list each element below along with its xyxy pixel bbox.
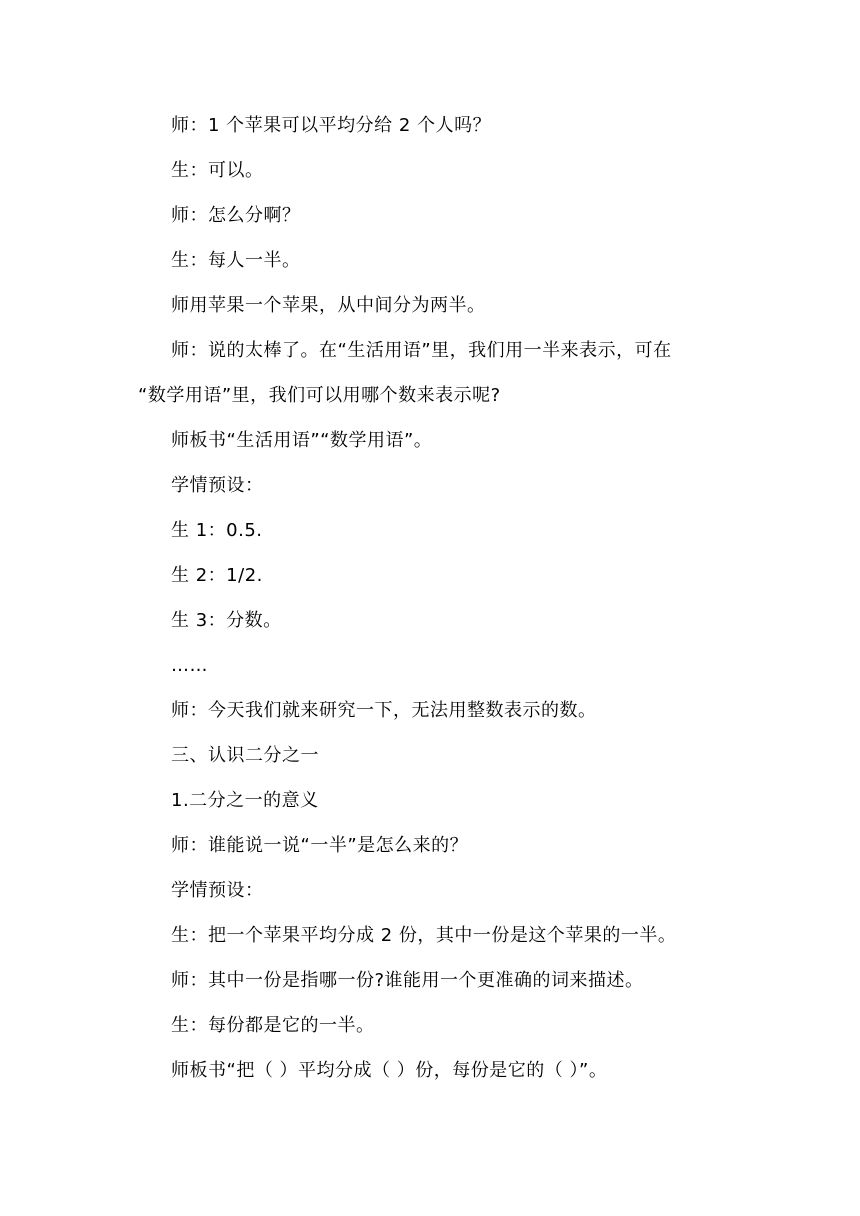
paragraph-line: 师：1 个苹果可以平均分给 2 个人吗？ (171, 115, 492, 136)
paragraph-line: 生：把一个苹果平均分成 2 份，其中一份是这个苹果的一半。 (171, 925, 677, 946)
paragraph-line: 学情预设： (171, 475, 264, 496)
paragraph-line: 师：今天我们就来研究一下，无法用整数表示的数。 (171, 700, 597, 721)
paragraph-line: 师：其中一份是指哪一份?谁能用一个更准确的词来描述。 (171, 970, 644, 991)
paragraph-line: …… (171, 655, 208, 676)
document-body (138, 110, 738, 1100)
paragraph-line: 生：每份都是它的一半。 (171, 1015, 375, 1036)
paragraph-line: 师板书“把（ ）平均分成（ ）份，每份是它的（ ）”。 (171, 1060, 608, 1081)
paragraph-line: 学情预设： (171, 880, 264, 901)
paragraph-line: 三、认识二分之一 (171, 745, 319, 766)
paragraph-line: 师：说的太棒了。在“生活用语”里，我们用一半来表示，可在 (171, 340, 672, 361)
paragraph-line: 师：怎么分啊？ (171, 205, 301, 226)
paragraph-continuation-line: “数学用语”里，我们可以用哪个数来表示呢? (138, 385, 501, 406)
paragraph-line: 师用苹果一个苹果，从中间分为两半。 (171, 295, 486, 316)
paragraph-line: 生：可以。 (171, 160, 264, 181)
paragraph-line: 生 3：分数。 (171, 610, 282, 631)
paragraph-line: 生 1：0.5. (171, 520, 263, 541)
paragraph-line: 师板书“生活用语”“数学用语”。 (171, 430, 433, 451)
paragraph-line: 1.二分之一的意义 (171, 790, 319, 811)
paragraph-line: 师：谁能说一说“一半”是怎么来的？ (171, 835, 469, 856)
paragraph-line: 生 2：1/2. (171, 565, 263, 586)
paragraph-line: 生：每人一半。 (171, 250, 301, 271)
